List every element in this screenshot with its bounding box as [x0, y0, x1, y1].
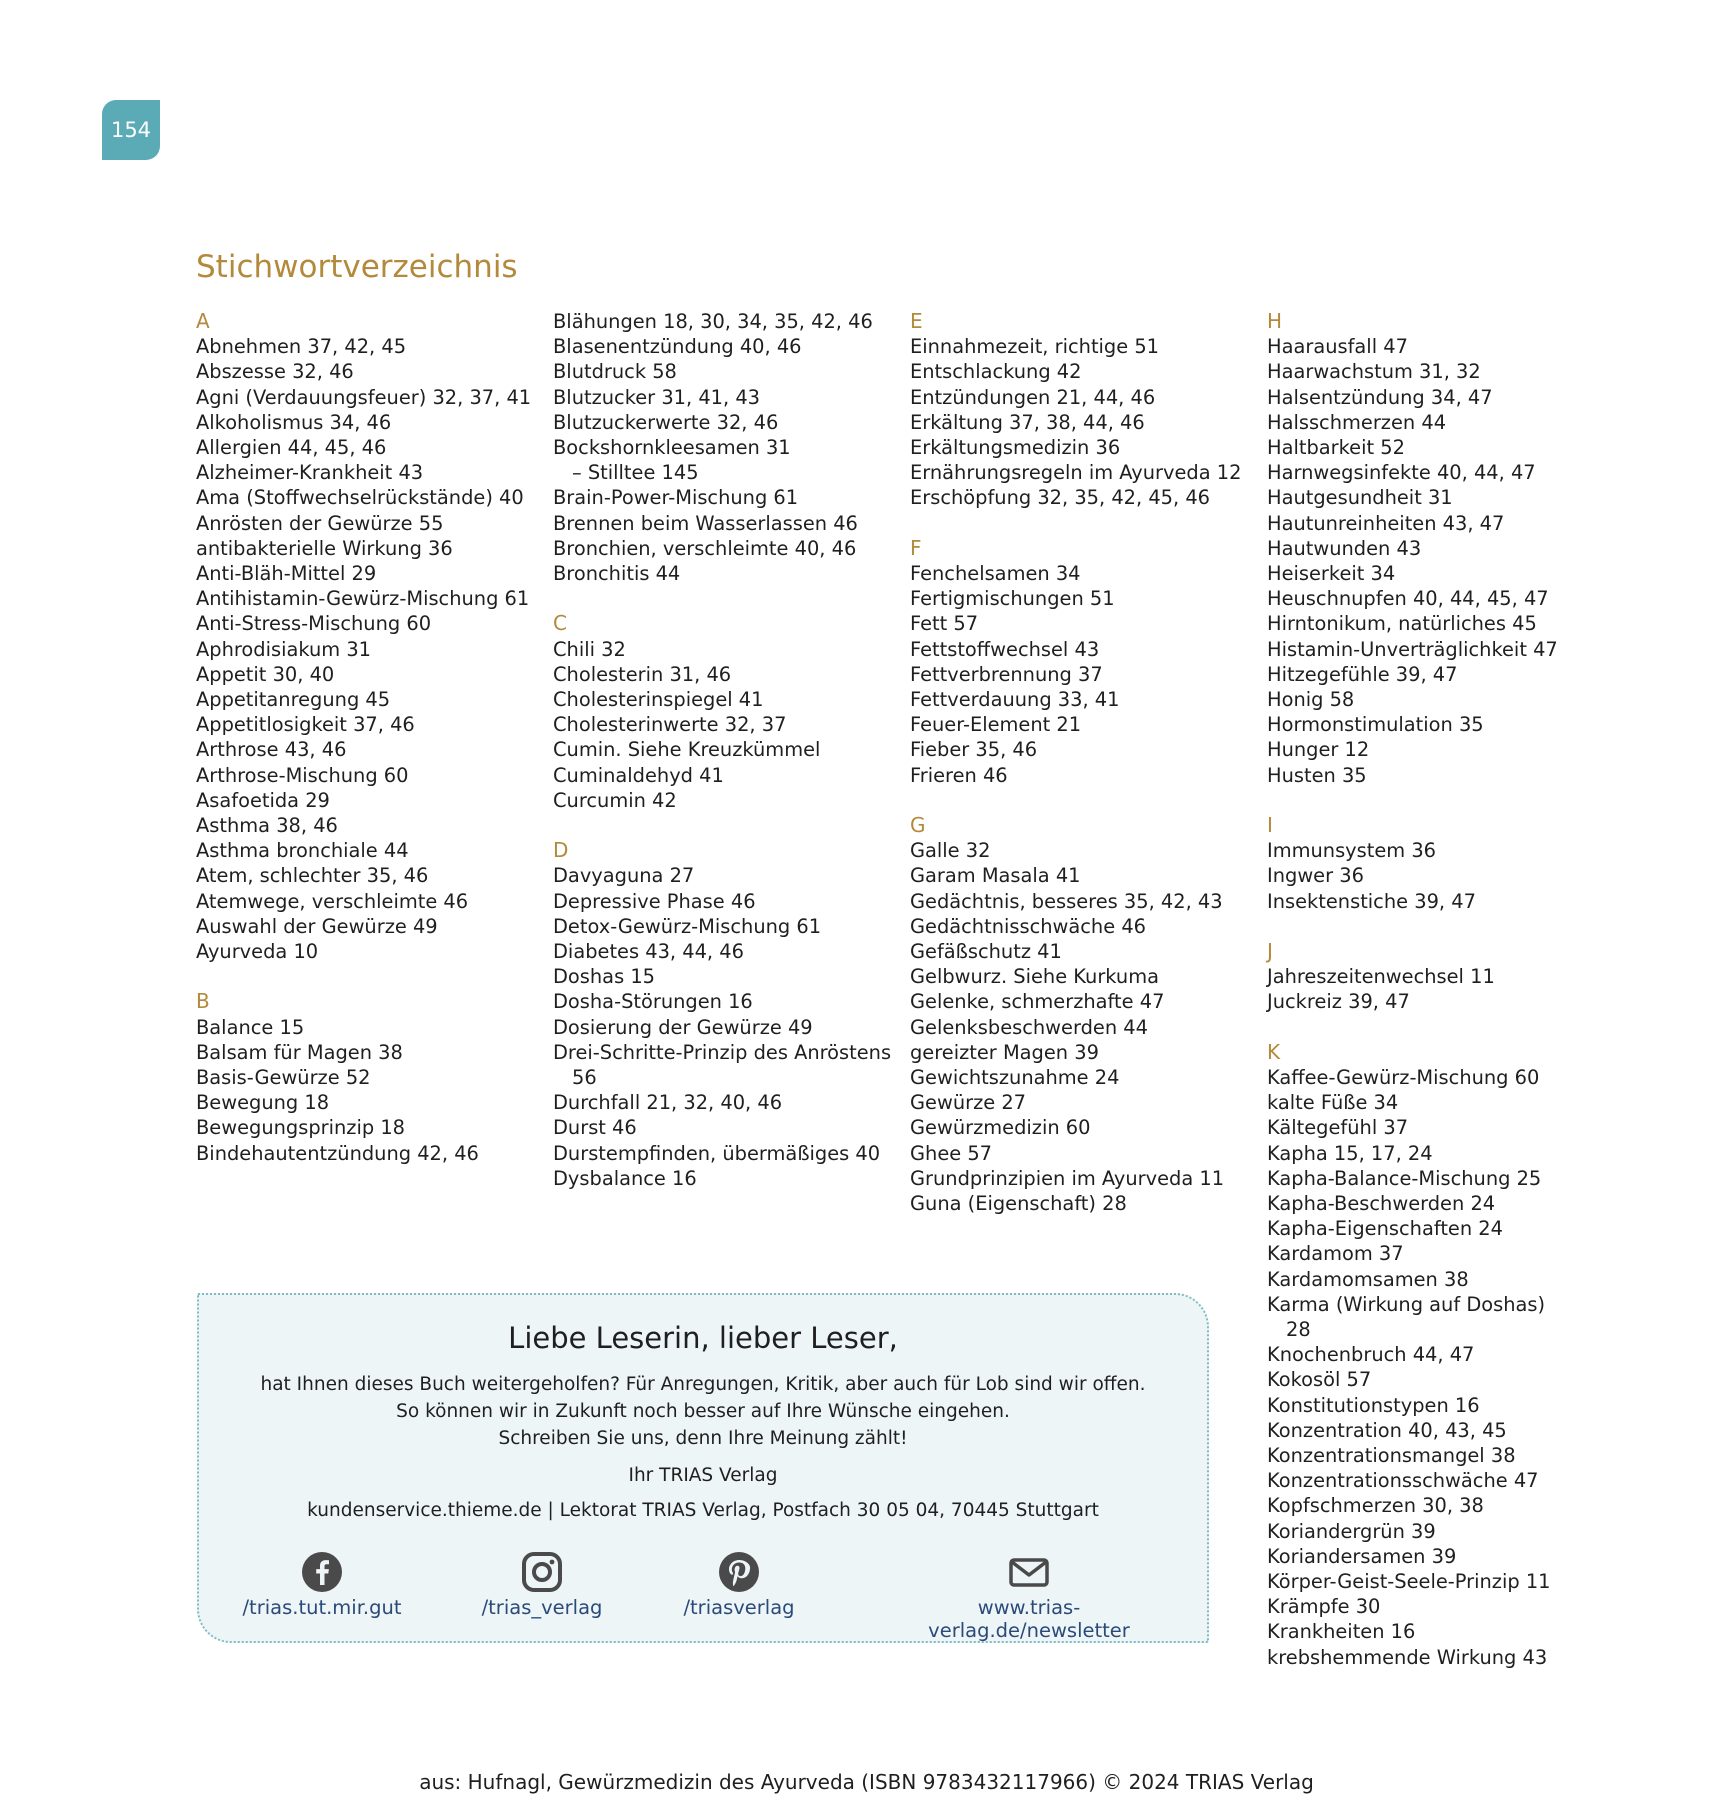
greeting: Liebe Leserin, lieber Leser,: [508, 1321, 898, 1355]
index-entry: Balsam für Magen 38: [196, 1040, 403, 1064]
index-entry: Hormonstimulation 35: [1267, 713, 1484, 737]
index-entry: Entschlackung 42: [910, 360, 1082, 384]
index-entry: Basis-Gewürze 52: [196, 1066, 371, 1090]
index-entry: Entzündungen 21, 44, 46: [910, 385, 1156, 409]
index-entry: Kapha 15, 17, 24: [1267, 1141, 1433, 1165]
index-letter-heading: C: [553, 611, 567, 636]
index-entry: Haarwachstum 31, 32: [1267, 360, 1481, 384]
index-entry: Karma (Wirkung auf Doshas) 28: [1267, 1292, 1546, 1342]
feedback-line: Schreiben Sie uns, denn Ihre Meinung zählt!: [498, 1428, 908, 1449]
index-spacer: [910, 511, 1250, 536]
index-entry: Heiserkeit 34: [1267, 562, 1396, 586]
index-letter-heading: G: [910, 813, 926, 837]
pinterest-handle: /triasverlag: [683, 1596, 795, 1619]
index-spacer: [1267, 1015, 1567, 1040]
index-entry: Garam Masala 41: [910, 864, 1081, 888]
index-entry: Blutzuckerwerte 32, 46: [553, 410, 779, 434]
newsletter-link[interactable]: [879, 1551, 1179, 1642]
index-entry: Einnahmezeit, richtige 51: [910, 335, 1160, 359]
index-entry: Appetitlosigkeit 37, 46: [196, 713, 415, 737]
index-entry: Hunger 12: [1267, 738, 1370, 762]
index-entry: Auswahl der Gewürze 49: [196, 914, 438, 938]
index-entry: Kardamom 37: [1267, 1242, 1404, 1266]
index-entry: Haltbarkeit 52: [1267, 436, 1405, 459]
index-entry: Insektenstiche 39, 47: [1267, 889, 1476, 913]
index-entry: Ingwer 36: [1267, 864, 1364, 888]
index-entry: Erkältung 37, 38, 44, 46: [910, 410, 1145, 434]
index-entry: Kaffee-Gewürz-Mischung 60: [1267, 1065, 1540, 1089]
index-entry: Asthma bronchiale 44: [196, 839, 409, 863]
index-entry: Körper-Geist-Seele-Prinzip 11: [1267, 1570, 1551, 1594]
index-entry: Konzentrationsmangel 38: [1267, 1444, 1516, 1468]
instagram-handle: /trias_verlag: [481, 1596, 603, 1619]
pinterest-link[interactable]: [669, 1551, 809, 1619]
index-entry: Fettverdauung 33, 41: [910, 688, 1120, 711]
index-spacer: [1267, 788, 1567, 813]
index-entry: Hirntonikum, natürliches 45: [1267, 612, 1537, 636]
index-entry: Kopfschmerzen 30, 38: [1267, 1494, 1484, 1518]
index-entry: Juckreiz 39, 47: [1267, 990, 1410, 1014]
index-entry: Galle 32: [910, 839, 991, 863]
instagram-icon: [521, 1551, 563, 1593]
index-entry: Ayurveda 10: [196, 940, 319, 964]
index-entry: Durchfall 21, 32, 40, 46: [553, 1091, 783, 1115]
feedback-line: So können wir in Zukunft noch besser auf Ihre Wünsche eingehen.: [396, 1401, 1010, 1422]
index-entry: Fettstoffwechsel 43: [910, 637, 1100, 661]
index-entry: Gewichtszunahme 24: [910, 1066, 1120, 1090]
index-entry: Appetit 30, 40: [196, 662, 335, 686]
index-entry: Dosha-Störungen 16: [553, 990, 753, 1014]
index-entry: Agni (Verdauungsfeuer) 32, 37, 41: [196, 385, 532, 409]
index-letter-heading: E: [910, 309, 923, 333]
index-entry: Konzentration 40, 43, 45: [1267, 1418, 1507, 1442]
index-entry: Gelbwurz. Siehe Kurkuma: [910, 965, 1159, 989]
index-entry: Krämpfe 30: [1267, 1595, 1381, 1619]
index-entry: Honig 58: [1267, 688, 1355, 712]
index-spacer: [553, 586, 893, 611]
index-entry: Koriandergrün 39: [1267, 1519, 1436, 1543]
index-entry: Ama (Stoffwechselrückstände) 40: [196, 486, 524, 510]
index-entry: Cuminaldehyd 41: [553, 763, 724, 787]
index-entry: Gewürzmedizin 60: [910, 1116, 1091, 1140]
index-entry: Asafoetida 29: [196, 788, 330, 812]
index-letter-heading: A: [196, 309, 210, 333]
index-entry: Depressive Phase 46: [553, 889, 756, 913]
publisher-signature: Ihr TRIAS Verlag: [628, 1465, 778, 1486]
index-entry: Frieren 46: [910, 763, 1008, 787]
page-number: 154: [110, 118, 152, 142]
index-column-1: [196, 309, 536, 1166]
index-entry: Immunsystem 36: [1267, 839, 1437, 863]
index-entry: Gedächtnis, besseres 35, 42, 43: [910, 889, 1223, 913]
contact-address: kundenservice.thieme.de | Lektorat TRIAS Verlag, Postfach 30 05 04, 70445 Stuttgart: [307, 1500, 1099, 1521]
index-letter-heading: F: [910, 535, 922, 560]
index-entry: Balance 15: [196, 1015, 305, 1039]
index-entry: Fett 57: [910, 612, 979, 636]
index-entry: Blutdruck 58: [553, 360, 677, 384]
index-entry: Antihistamin-Gewürz-Mischung 61: [196, 587, 530, 611]
index-entry: Anrösten der Gewürze 55: [196, 511, 444, 535]
index-spacer: [196, 964, 536, 989]
index-entry: Drei-Schritte-Prinzip des Anröstens 56: [553, 1040, 892, 1090]
index-entry: Bronchitis 44: [553, 562, 681, 586]
index-entry: Fettverbrennung 37: [910, 662, 1103, 686]
index-entry: Abnehmen 37, 42, 45: [196, 335, 407, 359]
index-entry: Halsentzündung 34, 47: [1267, 385, 1493, 409]
index-entry: Gelenksbeschwerden 44: [910, 1015, 1148, 1039]
index-entry: Allergien 44, 45, 46: [196, 436, 387, 459]
index-letter-heading: K: [1267, 1039, 1281, 1064]
index-entry: Fieber 35, 46: [910, 738, 1038, 762]
index-entry: Kapha-Eigenschaften 24: [1267, 1217, 1503, 1241]
index-entry: Bronchien, verschleimte 40, 46: [553, 536, 857, 560]
index-entry: gereizter Magen 39: [910, 1040, 1099, 1064]
index-entry: Arthrose 43, 46: [196, 738, 347, 762]
index-letter-heading: D: [553, 838, 569, 863]
index-entry: Chili 32: [553, 637, 626, 661]
index-entry: Kapha-Balance-Mischung 25: [1267, 1166, 1542, 1190]
index-entry: Gewürze 27: [910, 1091, 1027, 1115]
index-entry: Cholesterinspiegel 41: [553, 688, 764, 712]
index-entry: Durst 46: [553, 1116, 637, 1140]
index-letter-heading: J: [1267, 939, 1273, 964]
index-entry: Abszesse 32, 46: [196, 360, 354, 384]
page-number-badge: [102, 100, 160, 160]
index-entry: Dosierung der Gewürze 49: [553, 1015, 813, 1039]
index-entry: Hitzegefühle 39, 47: [1267, 662, 1458, 686]
index-entry: kalte Füße 34: [1267, 1091, 1399, 1115]
index-entry: Cholesterinwerte 32, 37: [553, 713, 787, 737]
index-entry: antibakterielle Wirkung 36: [196, 536, 453, 560]
pinterest-icon: [718, 1551, 760, 1593]
index-entry: Heuschnupfen 40, 44, 45, 47: [1267, 587, 1549, 611]
index-entry: Bewegung 18: [196, 1091, 330, 1115]
instagram-link[interactable]: [467, 1551, 617, 1619]
index-entry: Grundprinzipien im Ayurveda 11: [910, 1166, 1225, 1190]
index-entry: Alzheimer-Krankheit 43: [196, 461, 424, 485]
index-entry: Bindehautentzündung 42, 46: [196, 1141, 479, 1165]
index-letter-heading: B: [196, 989, 210, 1014]
index-entry: Jahreszeitenwechsel 11: [1267, 965, 1495, 989]
index-entry: Feuer-Element 21: [910, 713, 1082, 737]
index-entry: Kokosöl 57: [1267, 1368, 1372, 1392]
index-entry: Brennen beim Wasserlassen 46: [553, 511, 858, 535]
index-entry: Kältegefühl 37: [1267, 1116, 1409, 1140]
index-entry: Hautunreinheiten 43, 47: [1267, 511, 1505, 535]
index-entry: Fertigmischungen 51: [910, 587, 1115, 611]
index-entry: Haarausfall 47: [1267, 335, 1408, 359]
index-entry: Diabetes 43, 44, 46: [553, 940, 744, 964]
index-entry: Konzentrationsschwäche 47: [1267, 1469, 1539, 1493]
index-entry: Hautgesundheit 31: [1267, 486, 1453, 510]
facebook-link[interactable]: [237, 1551, 407, 1619]
index-entry: Knochenbruch 44, 47: [1267, 1343, 1475, 1367]
index-entry: Guna (Eigenschaft) 28: [910, 1192, 1127, 1216]
index-entry: Aphrodisiakum 31: [196, 637, 371, 661]
feedback-text: [199, 1371, 1207, 1452]
index-entry: Fenchelsamen 34: [910, 561, 1081, 585]
feedback-line: hat Ihnen dieses Buch weitergeholfen? Für Anregungen, Kritik, aber auch für Lob sind wir offen.: [260, 1374, 1146, 1395]
index-subentry: – Stilltee 145: [572, 461, 699, 485]
index-entry: Doshas 15: [553, 965, 656, 989]
index-entry: Krankheiten 16: [1267, 1620, 1416, 1644]
index-entry: Alkoholismus 34, 46: [196, 410, 392, 434]
index-entry: Davyaguna 27: [553, 864, 695, 888]
newsletter-url: www.trias-verlag.de/newsletter: [928, 1596, 1130, 1642]
index-entry: Ernährungsregeln im Ayurveda 12: [910, 461, 1242, 485]
index-entry: Blähungen 18, 30, 34, 35, 42, 46: [553, 310, 873, 333]
index-spacer: [1267, 914, 1567, 939]
index-entry: Bewegungsprinzip 18: [196, 1116, 405, 1140]
social-links: [199, 1551, 1207, 1642]
index-title: Stichwortverzeichnis: [196, 249, 518, 285]
mail-icon: [1008, 1551, 1050, 1593]
index-entry: Gelenke, schmerzhafte 47: [910, 990, 1165, 1014]
source-footer: aus: Hufnagl, Gewürzmedizin des Ayurveda (ISBN 9783432117966) © 2024 TRIAS Verlag: [419, 1770, 1314, 1794]
index-entry: Gefäßschutz 41: [910, 940, 1062, 963]
index-spacer: [553, 813, 893, 838]
index-entry: Erkältungsmedizin 36: [910, 436, 1121, 459]
index-entry: Kardamomsamen 38: [1267, 1267, 1469, 1291]
index-entry: Husten 35: [1267, 763, 1367, 787]
index-entry: Bockshornkleesamen 31: [553, 436, 791, 460]
index-entry: Curcumin 42: [553, 788, 677, 812]
index-entry: Ghee 57: [910, 1141, 993, 1165]
index-letter-heading: H: [1267, 309, 1283, 333]
index-entry: Anti-Stress-Mischung 60: [196, 612, 432, 636]
index-column-3: [910, 309, 1250, 1216]
index-entry: Anti-Bläh-Mittel 29: [196, 562, 377, 586]
facebook-icon: [301, 1551, 343, 1593]
index-entry: Brain-Power-Mischung 61: [553, 486, 799, 510]
index-entry: Cumin. Siehe Kreuzkümmel: [553, 738, 821, 762]
index-entry: Atem, schlechter 35, 46: [196, 864, 429, 888]
reader-feedback-box: [197, 1293, 1209, 1643]
index-entry: Dysbalance 16: [553, 1166, 697, 1190]
index-entry: Harnwegsinfekte 40, 44, 47: [1267, 461, 1536, 485]
index-entry: Halsschmerzen 44: [1267, 410, 1447, 434]
index-entry: Asthma 38, 46: [196, 814, 338, 838]
index-entry: Cholesterin 31, 46: [553, 662, 732, 686]
index-entry: Blasenentzündung 40, 46: [553, 335, 802, 359]
index-entry: Hautwunden 43: [1267, 536, 1422, 560]
index-entry: Detox-Gewürz-Mischung 61: [553, 914, 822, 938]
index-entry: Gedächtnisschwäche 46: [910, 914, 1146, 938]
index-entry: Histamin-Unverträglichkeit 47: [1267, 637, 1558, 661]
index-entry: Durstempfinden, übermäßiges 40: [553, 1141, 881, 1165]
index-entry: Blutzucker 31, 41, 43: [553, 385, 760, 409]
index-column-2: [553, 309, 893, 1191]
index-column-4: [1267, 309, 1567, 1670]
index-entry: Atemwege, verschleimte 46: [196, 889, 469, 913]
index-entry: Appetitanregung 45: [196, 688, 391, 712]
facebook-handle: /trias.tut.mir.gut: [242, 1596, 402, 1619]
index-entry: Arthrose-Mischung 60: [196, 763, 409, 787]
index-entry: Konstitutionstypen 16: [1267, 1393, 1480, 1417]
index-letter-heading: I: [1267, 813, 1273, 838]
index-spacer: [910, 788, 1250, 813]
index-entry: Kapha-Beschwerden 24: [1267, 1192, 1496, 1215]
index-entry: Erschöpfung 32, 35, 42, 45, 46: [910, 486, 1211, 510]
index-entry: krebshemmende Wirkung 43: [1267, 1645, 1548, 1669]
index-entry: Koriandersamen 39: [1267, 1544, 1457, 1568]
